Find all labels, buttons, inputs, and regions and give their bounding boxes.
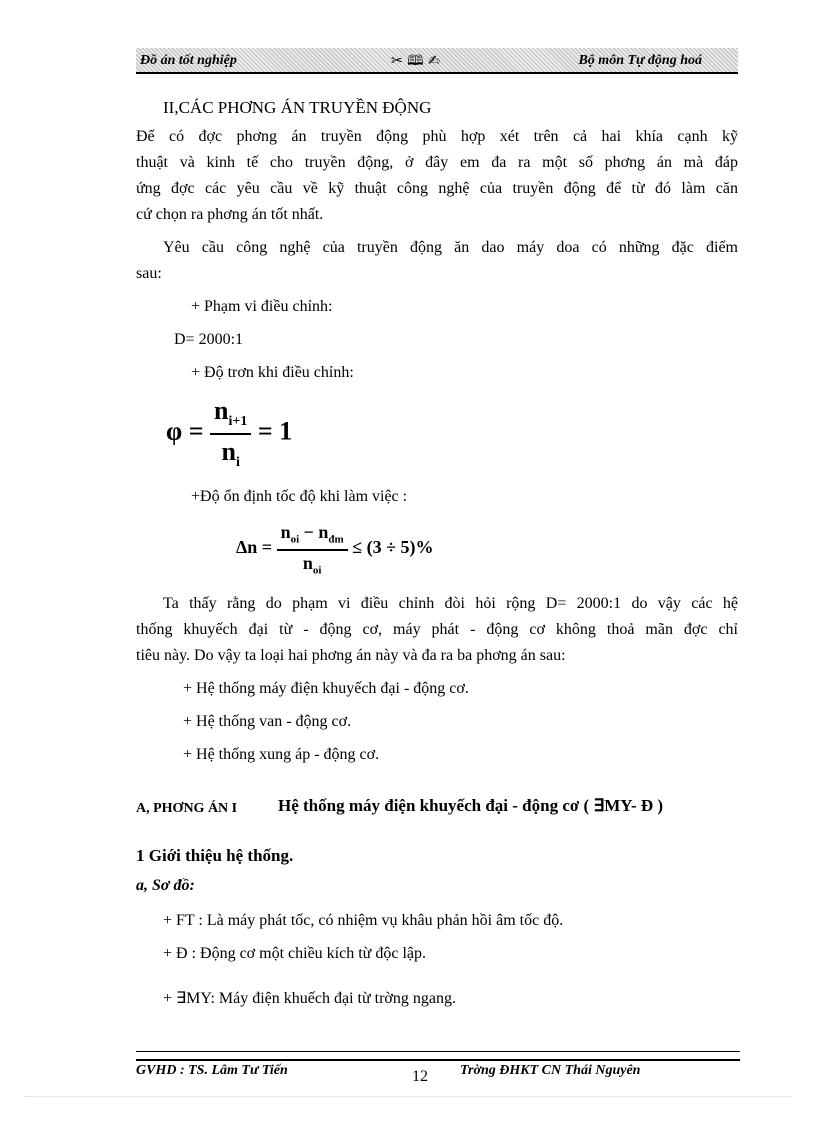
range-label: + Phạm vi điều chỉnh: bbox=[191, 298, 333, 315]
formula1-rhs: = 1 bbox=[257, 416, 293, 446]
intro-line-1: Để có đợc phơng án truyền động phù hợp xét trên cả hai khía cạnh kỹ bbox=[136, 128, 738, 145]
formula2-lhs: Δn = bbox=[236, 537, 273, 558]
requirement-line-1: Yêu cầu công nghệ của truyền động ăn dao máy doa có những đặc điểm bbox=[163, 239, 738, 256]
stability-formula bbox=[236, 522, 433, 576]
intro-line-3: ứng đợc các yêu cầu về kỹ thuật công nghệ của truyền động để từ đó làm căn bbox=[136, 180, 738, 197]
intro-line-2: thuật và kinh tế cho truyền động, ở đây em đa ra một số phơng án mà đáp bbox=[136, 154, 738, 171]
formula1-denominator: n bbox=[221, 437, 236, 467]
formula1-numerator-sub: i+1 bbox=[228, 414, 248, 430]
plan-a-title: Hệ thống máy điện khuyếch đại - động cơ ( ∃MY- Đ ) bbox=[278, 796, 664, 815]
smoothness-label: + Độ trơn khi điều chỉnh: bbox=[191, 364, 354, 381]
formula1-numerator: n bbox=[214, 396, 229, 425]
formula2-fraction bbox=[277, 522, 348, 576]
range-value: D= 2000:1 bbox=[174, 331, 244, 348]
subsection-title: 1 Giới thiệu hệ thống. bbox=[136, 846, 294, 865]
formula2-minus: − bbox=[299, 522, 319, 542]
page-bottom-border bbox=[24, 1096, 792, 1097]
formula1-lhs: φ = bbox=[166, 416, 204, 446]
header-right-text: Bộ môn Tự động hoá bbox=[578, 53, 702, 68]
diagram-item-d: + Đ : Động cơ một chiều kích từ độc lập. bbox=[163, 945, 426, 962]
conclusion-line-1: Ta thấy rằng do phạm vi điều chỉnh đòi hỏi rộng D= 2000:1 do vậy các hệ bbox=[163, 595, 738, 612]
footer-rule bbox=[136, 1051, 740, 1061]
option-item-1: + Hệ thống máy điện khuyếch đại - động cơ. bbox=[183, 680, 469, 697]
conclusion-line-3: tiêu này. Do vậy ta loại hai phơng án này và đa ra ba phơng án sau: bbox=[136, 647, 566, 664]
option-item-2: + Hệ thống van - động cơ. bbox=[183, 713, 352, 730]
page-number: 12 bbox=[412, 1068, 428, 1085]
footer-supervisor: GVHD : TS. Lâm Tư Tiến bbox=[136, 1063, 288, 1078]
formula2-denominator: n bbox=[302, 552, 313, 573]
footer-university: Trờng ĐHKT CN Thái Nguyên bbox=[460, 1063, 641, 1078]
formula2-num-a-sub: oi bbox=[290, 533, 300, 546]
formula1-fraction bbox=[210, 396, 251, 471]
header-left-text: Đồ án tốt nghiệp bbox=[140, 53, 237, 68]
stability-label: +Độ ổn định tốc độ khi làm việc : bbox=[191, 488, 408, 505]
diagram-item-ft: + FT : Là máy phát tốc, có nhiệm vụ khâu phản hồi âm tốc độ. bbox=[163, 912, 564, 929]
diagram-subheading: a, Sơ đồ: bbox=[136, 877, 195, 894]
option-item-3: + Hệ thống xung áp - động cơ. bbox=[183, 746, 380, 763]
section-title: II,CÁC PHƠNG ÁN TRUYỀN ĐỘNG bbox=[163, 98, 432, 117]
formula2-num-b: n bbox=[318, 522, 329, 542]
page-header bbox=[136, 48, 738, 74]
smoothness-formula bbox=[166, 396, 292, 471]
formula2-num-b-sub: đm bbox=[328, 533, 344, 546]
intro-line-4: cứ chọn ra phơng án tốt nhất. bbox=[136, 206, 324, 223]
diagram-item-emy: + ∃MY: Máy điện khuếch đại từ trờng ngang. bbox=[163, 990, 456, 1007]
formula2-rhs: ≤ (3 ÷ 5)% bbox=[352, 537, 434, 558]
plan-a-label: A, PHƠNG ÁN I bbox=[136, 801, 238, 816]
header-ornament: ✂ 🕮 ✍ bbox=[391, 53, 440, 69]
formula1-denominator-sub: i bbox=[236, 455, 240, 471]
requirement-line-2: sau: bbox=[136, 265, 162, 282]
formula2-num-a: n bbox=[280, 522, 291, 542]
formula2-denominator-sub: oi bbox=[312, 564, 322, 577]
conclusion-line-2: thống khuyếch đại từ - động cơ, máy phát - động cơ không thoả mãn đợc chỉ bbox=[136, 621, 738, 638]
